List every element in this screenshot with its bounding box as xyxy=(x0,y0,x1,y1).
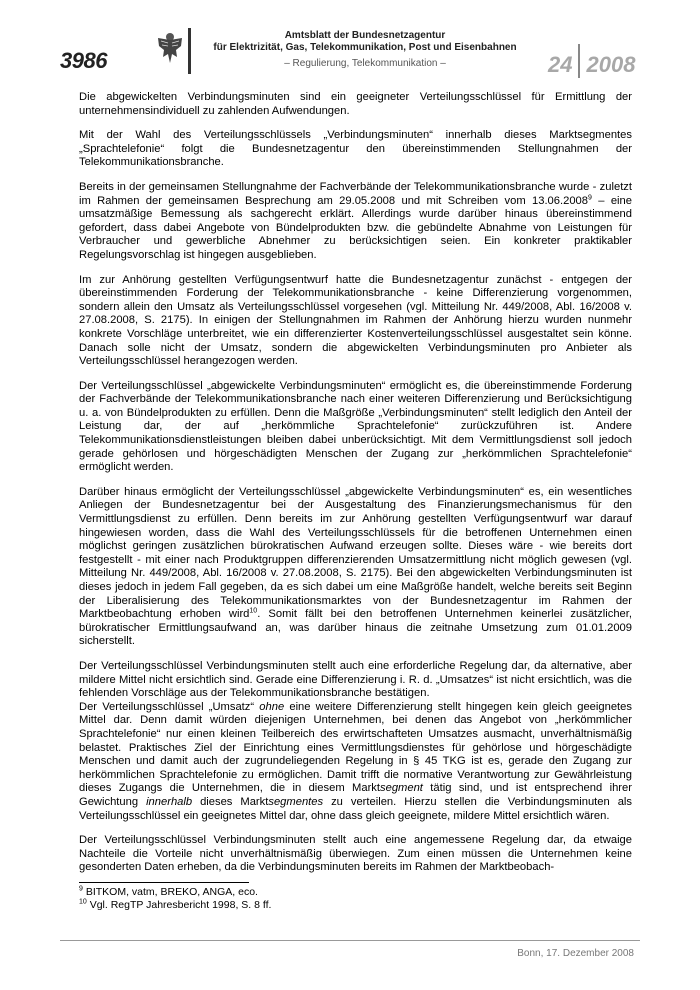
footnotes xyxy=(79,886,271,912)
paragraph-8: Der Verteilungsschlüssel „Umsatz“ ohne eine weitere Differenzierung stellt hingegen kein gleich geeignetes Mittel dar. Denn damit würden diejenigen Unternehmen, bei denen das Angebot von „herkömmlicher Sprachtelefonie“ nur einen kleinen Teilbereich des erwirtschafteten Umsatzes ausmacht, unverhältnismäßig belastet. Praktisches Ziel der Einrichtung eines Vermittlungsdienstes für gehörlose und hörgeschädigte Menschen und damit auch der zugrundeliegenden Regelung in § 45 TKG ist es, gerade den Zugang zur herkömmlichen Sprachtelefonie zu ermöglichen. Damit trifft die normative Verantwortung zur Gewährleistung dieses Zugangs die Unternehmen, die in diesem Marktsegment tätig sind, und ist entsprechend ihrer Gewichtung innerhalb dieses Marktsegmentes zu verteilen. Hierzu stellen die Verbindungsminuten als Verteilungsschlüssel ein geeignetes Mittel dar, ohne dass gleich geeignete, mildere Mittel ersichtlich wären. xyxy=(79,700,633,822)
document-body xyxy=(79,91,632,886)
issue-number: 24 xyxy=(548,52,573,77)
journal-title xyxy=(200,30,530,70)
footnote-ref-10[interactable]: 10 xyxy=(249,607,258,615)
federal-eagle-icon xyxy=(155,30,185,64)
footnote-divider xyxy=(79,882,249,883)
paragraph-7: Der Verteilungsschlüssel Verbindungsminuten stellt auch eine erforderliche Regelung dar, da alternative, aber mildere Mittel nicht ersichtlich sind. Gerade eine Differenzierung i. R. d. „Umsatzes“ ist nicht ersichtlich, was die fehlenden Vorschläge aus der Telekommunikationsbranche bestätigen. xyxy=(79,659,632,700)
issue-divider xyxy=(578,44,580,78)
footnote-9: $^9$ BITKOM, vatm, BREKO, ANGA, eco. xyxy=(79,885,258,898)
header-divider xyxy=(188,28,191,74)
issue-label xyxy=(548,44,635,78)
paragraph-9: Der Verteilungsschlüssel Verbindungsminuten stellt auch eine angemessene Regelung dar, da etwaige Nachteile die Vorteile nicht unverhältnismäßig überwiegen. Zum einen müssen die Unternehmen keine gesonderten Daten erheben, da die Verbindungsminuten bereits im Rahmen der Marktbeobach- xyxy=(79,834,632,874)
footer-date: Bonn, 17. Dezember 2008 xyxy=(517,948,634,959)
footer-divider xyxy=(60,940,640,941)
paragraph-4: Im zur Anhörung gestellten Verfügungsentwurf hatte die Bundesnetzagentur zunächst - entgegen der übereinstimmenden Forderung der Telekommunikationsbranche - keine Differenzierung vorgenommen, sondern allein den Umsatz als Verteilungsschlüssel vorgesehen (vgl. Mitteilung Nr. 449/2008, Abl. 16/2008 v. 27.08.2008, S. 2175). In einigen der Stellungnahmen im Rahmen der Anhörung hierzu wurden nunmehr konkrete Vorschläge unterbreitet, wie ein differenzierter Kostenverteilungsschlüssel ausgestaltet sein könne. Danach solle nicht der Umsatz, sondern die abgewickelten Verbindungsminuten pro Anbieter als Verteilungsschlüssel herangezogen werden. xyxy=(79,273,632,368)
issue-year: 2008 xyxy=(586,52,636,77)
paragraph-6: Darüber hinaus ermöglicht der Verteilungsschlüssel „abgewickelte Verbindungsminuten“ es, ein wesentliches Anliegen der Bundesnetzagentur bei der Ausgestaltung des Finanzierungsmechanismus für den Vermittlungsdienst zu erfüllen. Denn bereits im zur Anhörung gestellten Verfügungsentwurf war darauf hingewiesen worden, dass die Wahl des Verteilungsschlüssels für die betroffenen Unternehmen einen möglichst geringen zusätzlichen bürokratischen Aufwand erzeugen sollte. Dieses wäre - wie bereits dort festgestellt - mit einer nach Produktgruppen differenzierenden Umsatzermittlung nicht möglich gewesen (vgl. Mitteilung Nr. 449/2008, Abl. 16/2008 v. 27.08.2008, S. 2175). Bei den abgewickelten Verbindungsminuten ist dieses jedoch in jedem Fall gegeben, da es sich dabei um eine Maßgröße handelt, welche bereits seit Beginn der Liberalisierung des Telekommunikationsmarktes von der Bundesnetzagentur im Rahmen der Marktbeobachtung erhoben wird$^{10}$. Somit fällt bei den betroffenen Unternehmen keinerlei zusätzlicher, bürokratischer Ermittlungsaufwand an, was darüber hinaus die zeitnahe Umsetzung zum 01.01.2009 sicherstellt. xyxy=(79,485,632,648)
paragraph-5: Der Verteilungsschlüssel „abgewickelte Verbindungsminuten“ ermöglicht es, die übereinstimmende Forderung der Fachverbände der Telekommunikationsbranche nach einer weiteren Differenzierung und Berücksichtigung u. a. von Bündelprodukten zu erfüllen. Denn die Maßgröße „Verbindungsminuten“ stellt lediglich den Anteil der Leistung dar, der auf „herkömmliche Sprachtelefonie“ zurückzuführen ist. Andere Telekommunikationsdienstleistungen bleiben dabei unberücksichtigt. Mit dem Vermittlungsdienst soll jedoch gerade gehörlosen und hörgeschädigten Menschen der Zugang zur „herkömmlichen Sprachtelefonie“ ermöglicht werden. xyxy=(79,379,632,474)
journal-title-line1: Amtsblatt der Bundesnetzagentur xyxy=(284,30,446,41)
paragraph-2: Mit der Wahl des Verteilungsschlüssels „Verbindungsminuten“ innerhalb dieses Marktsegmentes „Sprachtelefonie“ folgt die Bundesnetzagentur den übereinstimmenden Stellungnahmen der Telekommunikationsbranche. xyxy=(79,129,632,169)
page-number: 3986 xyxy=(60,48,107,73)
journal-title-line2: für Elektrizität, Gas, Telekommunikation, Post und Eisenbahnen xyxy=(213,42,517,53)
footnote-ref-9[interactable]: 9 xyxy=(588,193,592,201)
footnote-10: $^{10}$ Vgl. RegTP Jahresbericht 1998, S. 8 ff. xyxy=(79,898,272,911)
journal-section: – Regulierung, Telekommunikation – xyxy=(284,58,446,69)
paragraph-3: Bereits in der gemeinsamen Stellungnahme der Fachverbände der Telekommunikationsbranche wurde - zuletzt im Rahmen der gemeinsamen Besprechung am 29.05.2008 und mit Schreiben vom 13.06.2008$^9$ – eine umsatzmäßige Bemessung als sachgerecht erklärt. Allerdings wurde darüber hinaus übereinstimmend gefordert, dass dabei Angebote von Bündelprodukten bzw. die gebündelte Abnahme von Leistungen für Verbraucher und gewerbliche Abnehmer zu berücksichtigen seien. Ein konkreter praktikabler Regelungsvorschlag ist hingegen ausgeblieben. xyxy=(79,180,632,261)
paragraph-1: Die abgewickelten Verbindungsminuten sind ein geeigneter Verteilungsschlüssel für Ermittlung der unternehmensindividuell zu zahlenden Aufwendungen. xyxy=(79,91,632,117)
page-header xyxy=(0,0,700,80)
